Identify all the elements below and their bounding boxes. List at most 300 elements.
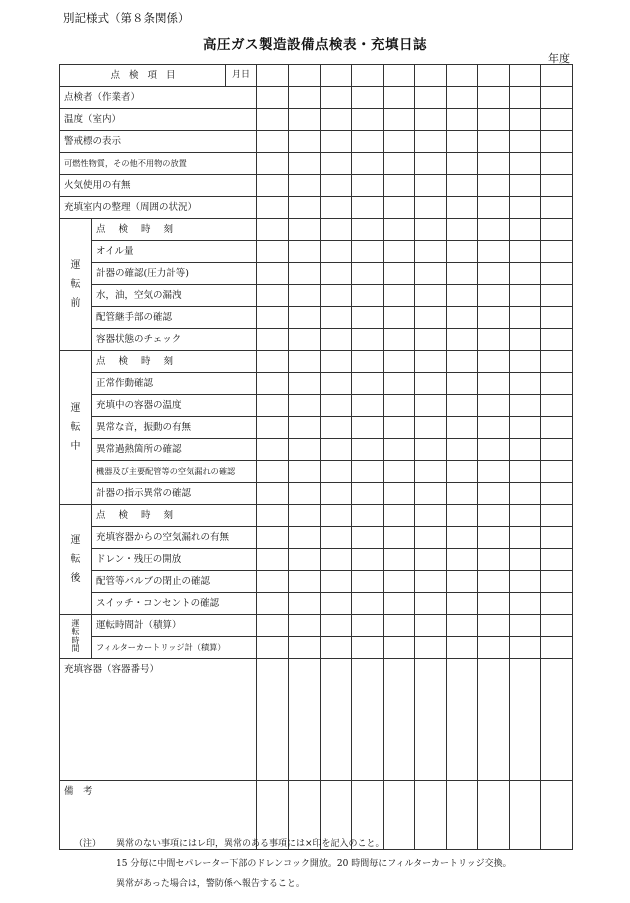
entry-cell[interactable]: [352, 461, 384, 483]
entry-cell[interactable]: [352, 483, 384, 505]
entry-cell[interactable]: [541, 593, 573, 615]
entry-cell[interactable]: [289, 65, 321, 87]
entry-cell[interactable]: [352, 373, 384, 395]
entry-cell[interactable]: [478, 197, 510, 219]
entry-cell[interactable]: [321, 351, 352, 373]
entry-cell[interactable]: [257, 219, 289, 241]
entry-cell[interactable]: [415, 329, 447, 351]
entry-cell[interactable]: [415, 483, 447, 505]
entry-cell[interactable]: [478, 351, 510, 373]
entry-cell[interactable]: [510, 87, 541, 109]
entry-cell[interactable]: [257, 483, 289, 505]
entry-cell[interactable]: [321, 527, 352, 549]
entry-cell[interactable]: [478, 175, 510, 197]
entry-cell[interactable]: [478, 65, 510, 87]
entry-cell[interactable]: [257, 395, 289, 417]
entry-cell[interactable]: [384, 351, 415, 373]
entry-cell[interactable]: [257, 241, 289, 263]
entry-cell[interactable]: [510, 373, 541, 395]
entry-cell[interactable]: [415, 263, 447, 285]
entry-cell[interactable]: [289, 461, 321, 483]
item-label: 点検者（作業者）: [60, 87, 257, 109]
entry-cell[interactable]: [289, 87, 321, 109]
entry-cell[interactable]: [510, 307, 541, 329]
entry-cell[interactable]: [447, 659, 478, 781]
entry-cell[interactable]: [541, 505, 573, 527]
entry-cell[interactable]: [478, 131, 510, 153]
entry-cell[interactable]: [289, 395, 321, 417]
entry-cell[interactable]: [415, 241, 447, 263]
entry-cell[interactable]: [321, 593, 352, 615]
entry-cell[interactable]: [478, 571, 510, 593]
entry-cell[interactable]: [510, 637, 541, 659]
entry-cell[interactable]: [510, 395, 541, 417]
entry-cell[interactable]: [321, 329, 352, 351]
entry-cell[interactable]: [447, 175, 478, 197]
entry-cell[interactable]: [289, 285, 321, 307]
entry-cell[interactable]: [447, 395, 478, 417]
entry-cell[interactable]: [447, 153, 478, 175]
entry-cell[interactable]: [289, 373, 321, 395]
entry-cell[interactable]: [510, 527, 541, 549]
entry-cell[interactable]: [352, 417, 384, 439]
entry-cell[interactable]: [415, 593, 447, 615]
entry-cell[interactable]: [257, 373, 289, 395]
entry-cell[interactable]: [352, 659, 384, 781]
entry-cell[interactable]: [447, 109, 478, 131]
entry-cell[interactable]: [352, 549, 384, 571]
entry-cell[interactable]: [478, 285, 510, 307]
entry-cell[interactable]: [384, 307, 415, 329]
entry-cell[interactable]: [478, 659, 510, 781]
item-label: 温度（室内）: [60, 109, 257, 131]
entry-cell[interactable]: [415, 175, 447, 197]
entry-cell[interactable]: [541, 483, 573, 505]
entry-cell[interactable]: [352, 153, 384, 175]
entry-cell[interactable]: [415, 219, 447, 241]
entry-cell[interactable]: [257, 615, 289, 637]
entry-cell[interactable]: [415, 109, 447, 131]
entry-cell[interactable]: [541, 131, 573, 153]
entry-cell[interactable]: [321, 263, 352, 285]
entry-cell[interactable]: [447, 307, 478, 329]
entry-cell[interactable]: [289, 197, 321, 219]
entry-cell[interactable]: [384, 65, 415, 87]
table-row: [60, 87, 573, 109]
entry-cell[interactable]: [447, 87, 478, 109]
entry-cell[interactable]: [510, 417, 541, 439]
table-row: [60, 175, 573, 197]
entry-cell[interactable]: [384, 439, 415, 461]
document-title: 高圧ガス製造設備点検表・充填日誌: [203, 37, 427, 53]
entry-cell[interactable]: [478, 593, 510, 615]
entry-cell[interactable]: [321, 131, 352, 153]
entry-cell[interactable]: [478, 483, 510, 505]
entry-cell[interactable]: [384, 505, 415, 527]
entry-cell[interactable]: [415, 373, 447, 395]
entry-cell[interactable]: [447, 131, 478, 153]
entry-cell[interactable]: [384, 87, 415, 109]
entry-cell[interactable]: [257, 87, 289, 109]
entry-cell[interactable]: [384, 593, 415, 615]
entry-cell[interactable]: [415, 615, 447, 637]
entry-cell[interactable]: [510, 483, 541, 505]
entry-cell[interactable]: [510, 615, 541, 637]
entry-cell[interactable]: [510, 351, 541, 373]
entry-cell[interactable]: [321, 439, 352, 461]
entry-cell[interactable]: [510, 329, 541, 351]
entry-cell[interactable]: [447, 637, 478, 659]
entry-cell[interactable]: [321, 571, 352, 593]
entry-cell[interactable]: [541, 307, 573, 329]
entry-cell[interactable]: [541, 395, 573, 417]
entry-cell[interactable]: [352, 505, 384, 527]
entry-cell[interactable]: [384, 219, 415, 241]
entry-cell[interactable]: [447, 527, 478, 549]
entry-cell[interactable]: [257, 417, 289, 439]
entry-cell[interactable]: [352, 175, 384, 197]
entry-cell[interactable]: [257, 131, 289, 153]
entry-cell[interactable]: [447, 351, 478, 373]
entry-cell[interactable]: [478, 395, 510, 417]
entry-cell[interactable]: [257, 197, 289, 219]
entry-cell[interactable]: [478, 329, 510, 351]
entry-cell[interactable]: [478, 439, 510, 461]
entry-cell[interactable]: [289, 175, 321, 197]
entry-cell[interactable]: [352, 263, 384, 285]
entry-cell[interactable]: [510, 109, 541, 131]
entry-cell[interactable]: [321, 241, 352, 263]
entry-cell[interactable]: [384, 153, 415, 175]
entry-cell[interactable]: [510, 197, 541, 219]
entry-cell[interactable]: [384, 461, 415, 483]
entry-cell[interactable]: [478, 527, 510, 549]
entry-cell[interactable]: [384, 637, 415, 659]
entry-cell[interactable]: [352, 109, 384, 131]
entry-cell[interactable]: [384, 571, 415, 593]
entry-cell[interactable]: [257, 263, 289, 285]
entry-cell[interactable]: [541, 153, 573, 175]
table-row: [60, 219, 573, 241]
entry-cell[interactable]: [352, 87, 384, 109]
entry-cell[interactable]: [289, 483, 321, 505]
entry-cell[interactable]: [289, 351, 321, 373]
entry-cell[interactable]: [447, 65, 478, 87]
entry-cell[interactable]: [321, 417, 352, 439]
entry-cell[interactable]: [447, 439, 478, 461]
entry-cell[interactable]: [321, 373, 352, 395]
entry-cell[interactable]: [541, 109, 573, 131]
entry-cell[interactable]: [478, 373, 510, 395]
entry-cell[interactable]: [321, 87, 352, 109]
entry-cell[interactable]: [257, 549, 289, 571]
entry-cell[interactable]: [447, 549, 478, 571]
entry-cell[interactable]: [289, 329, 321, 351]
entry-cell[interactable]: [510, 593, 541, 615]
entry-cell[interactable]: [257, 307, 289, 329]
entry-cell[interactable]: [510, 65, 541, 87]
entry-cell[interactable]: [510, 153, 541, 175]
entry-cell[interactable]: [541, 461, 573, 483]
entry-cell[interactable]: [510, 659, 541, 781]
entry-cell[interactable]: [384, 285, 415, 307]
entry-cell[interactable]: [321, 505, 352, 527]
entry-cell[interactable]: [510, 285, 541, 307]
entry-cell[interactable]: [478, 219, 510, 241]
table-row: [60, 197, 573, 219]
entry-cell[interactable]: [321, 307, 352, 329]
entry-cell[interactable]: [321, 615, 352, 637]
entry-cell[interactable]: [510, 175, 541, 197]
entry-cell[interactable]: [478, 417, 510, 439]
entry-cell[interactable]: [541, 549, 573, 571]
entry-cell[interactable]: [289, 549, 321, 571]
entry-cell[interactable]: [415, 659, 447, 781]
entry-cell[interactable]: [384, 241, 415, 263]
entry-cell[interactable]: [257, 439, 289, 461]
entry-cell[interactable]: [352, 197, 384, 219]
entry-cell[interactable]: [321, 637, 352, 659]
entry-cell[interactable]: [384, 659, 415, 781]
entry-cell[interactable]: [289, 615, 321, 637]
entry-cell[interactable]: [541, 175, 573, 197]
entry-cell[interactable]: [541, 439, 573, 461]
entry-cell[interactable]: [510, 241, 541, 263]
entry-cell[interactable]: [478, 263, 510, 285]
entry-cell[interactable]: [384, 373, 415, 395]
entry-cell[interactable]: [352, 571, 384, 593]
entry-cell[interactable]: [321, 65, 352, 87]
entry-cell[interactable]: [321, 549, 352, 571]
entry-cell[interactable]: [478, 109, 510, 131]
entry-cell[interactable]: [447, 241, 478, 263]
entry-cell[interactable]: [415, 637, 447, 659]
entry-cell[interactable]: [321, 395, 352, 417]
entry-cell[interactable]: [541, 241, 573, 263]
entry-cell[interactable]: [321, 461, 352, 483]
entry-cell[interactable]: [415, 461, 447, 483]
entry-cell[interactable]: [415, 439, 447, 461]
entry-cell[interactable]: [415, 781, 447, 850]
entry-cell[interactable]: [447, 285, 478, 307]
entry-cell[interactable]: [447, 461, 478, 483]
entry-cell[interactable]: [352, 285, 384, 307]
entry-cell[interactable]: [415, 571, 447, 593]
entry-cell[interactable]: [289, 153, 321, 175]
entry-cell[interactable]: [415, 153, 447, 175]
entry-cell[interactable]: [478, 461, 510, 483]
entry-cell[interactable]: [257, 593, 289, 615]
item-label: 異常な音，振動の有無: [92, 417, 257, 439]
entry-cell[interactable]: [415, 549, 447, 571]
entry-cell[interactable]: [541, 65, 573, 87]
entry-cell[interactable]: [289, 505, 321, 527]
entry-cell[interactable]: [289, 659, 321, 781]
entry-cell[interactable]: [478, 241, 510, 263]
entry-cell[interactable]: [321, 219, 352, 241]
entry-cell[interactable]: [384, 483, 415, 505]
entry-cell[interactable]: [541, 87, 573, 109]
entry-cell[interactable]: [289, 131, 321, 153]
table-row: [60, 483, 573, 505]
entry-cell[interactable]: [510, 505, 541, 527]
entry-cell[interactable]: [415, 87, 447, 109]
entry-cell[interactable]: [289, 241, 321, 263]
entry-cell[interactable]: [510, 263, 541, 285]
entry-cell[interactable]: [289, 637, 321, 659]
entry-cell[interactable]: [478, 153, 510, 175]
entry-cell[interactable]: [415, 527, 447, 549]
entry-cell[interactable]: [447, 615, 478, 637]
entry-cell[interactable]: [510, 549, 541, 571]
entry-cell[interactable]: [289, 439, 321, 461]
entry-cell[interactable]: [447, 483, 478, 505]
entry-cell[interactable]: [321, 197, 352, 219]
entry-cell[interactable]: [447, 329, 478, 351]
entry-cell[interactable]: [321, 483, 352, 505]
entry-cell[interactable]: [289, 307, 321, 329]
entry-cell[interactable]: [321, 153, 352, 175]
entry-cell[interactable]: [447, 263, 478, 285]
entry-cell[interactable]: [478, 549, 510, 571]
entry-cell[interactable]: [257, 461, 289, 483]
entry-cell[interactable]: [447, 593, 478, 615]
entry-cell[interactable]: [510, 461, 541, 483]
entry-cell[interactable]: [289, 263, 321, 285]
entry-cell[interactable]: [352, 593, 384, 615]
entry-cell[interactable]: [289, 219, 321, 241]
entry-cell[interactable]: [257, 175, 289, 197]
group-label: 運 転 後: [60, 505, 92, 615]
entry-cell[interactable]: [415, 131, 447, 153]
entry-cell[interactable]: [352, 219, 384, 241]
entry-cell[interactable]: [541, 637, 573, 659]
entry-cell[interactable]: [415, 505, 447, 527]
entry-cell[interactable]: [384, 329, 415, 351]
entry-cell[interactable]: [257, 527, 289, 549]
entry-cell[interactable]: [257, 153, 289, 175]
entry-cell[interactable]: [384, 395, 415, 417]
entry-cell[interactable]: [384, 549, 415, 571]
entry-cell[interactable]: [352, 395, 384, 417]
entry-cell[interactable]: [478, 615, 510, 637]
entry-cell[interactable]: [541, 615, 573, 637]
entry-cell[interactable]: [257, 351, 289, 373]
entry-cell[interactable]: [447, 505, 478, 527]
entry-cell[interactable]: [510, 781, 541, 850]
entry-cell[interactable]: [352, 329, 384, 351]
entry-cell[interactable]: [415, 285, 447, 307]
entry-cell[interactable]: [352, 351, 384, 373]
entry-cell[interactable]: [541, 219, 573, 241]
entry-cell[interactable]: [257, 505, 289, 527]
entry-cell[interactable]: [541, 351, 573, 373]
entry-cell[interactable]: [384, 131, 415, 153]
entry-cell[interactable]: [541, 571, 573, 593]
entry-cell[interactable]: [510, 439, 541, 461]
entry-cell[interactable]: [447, 571, 478, 593]
entry-cell[interactable]: [541, 659, 573, 781]
entry-cell[interactable]: [257, 109, 289, 131]
entry-cell[interactable]: [415, 307, 447, 329]
entry-cell[interactable]: [384, 527, 415, 549]
entry-cell[interactable]: [447, 197, 478, 219]
entry-cell[interactable]: [541, 781, 573, 850]
entry-cell[interactable]: [447, 219, 478, 241]
entry-cell[interactable]: [541, 263, 573, 285]
entry-cell[interactable]: [541, 285, 573, 307]
entry-cell[interactable]: [384, 263, 415, 285]
entry-cell[interactable]: [384, 109, 415, 131]
entry-cell[interactable]: [289, 527, 321, 549]
entry-cell[interactable]: [510, 219, 541, 241]
entry-cell[interactable]: [352, 307, 384, 329]
entry-cell[interactable]: [289, 593, 321, 615]
entry-cell[interactable]: [415, 65, 447, 87]
entry-cell[interactable]: [257, 659, 289, 781]
entry-cell[interactable]: [510, 571, 541, 593]
entry-cell[interactable]: [541, 417, 573, 439]
entry-cell[interactable]: [415, 197, 447, 219]
entry-cell[interactable]: [415, 351, 447, 373]
entry-cell[interactable]: [257, 285, 289, 307]
entry-cell[interactable]: [384, 197, 415, 219]
entry-cell[interactable]: [478, 87, 510, 109]
entry-cell[interactable]: [415, 395, 447, 417]
entry-cell[interactable]: [415, 417, 447, 439]
entry-cell[interactable]: [478, 781, 510, 850]
entry-cell[interactable]: [478, 505, 510, 527]
entry-cell[interactable]: [257, 329, 289, 351]
group-label: 運 転 前: [60, 219, 92, 351]
entry-cell[interactable]: [321, 659, 352, 781]
entry-cell[interactable]: [447, 417, 478, 439]
entry-cell[interactable]: [289, 109, 321, 131]
entry-cell[interactable]: [384, 615, 415, 637]
entry-cell[interactable]: [541, 329, 573, 351]
entry-cell[interactable]: [510, 131, 541, 153]
entry-cell[interactable]: [289, 571, 321, 593]
entry-cell[interactable]: [321, 285, 352, 307]
item-label: 点 検 時 刻: [92, 505, 257, 527]
entry-cell[interactable]: [289, 417, 321, 439]
entry-cell[interactable]: [352, 131, 384, 153]
entry-cell[interactable]: [447, 781, 478, 850]
entry-cell[interactable]: [352, 527, 384, 549]
entry-cell[interactable]: [384, 175, 415, 197]
entry-cell[interactable]: [321, 109, 352, 131]
entry-cell[interactable]: [478, 637, 510, 659]
entry-cell[interactable]: [257, 571, 289, 593]
entry-cell[interactable]: [352, 241, 384, 263]
entry-cell[interactable]: [257, 65, 289, 87]
entry-cell[interactable]: [478, 307, 510, 329]
entry-cell[interactable]: [321, 175, 352, 197]
entry-cell[interactable]: [447, 373, 478, 395]
entry-cell[interactable]: [352, 439, 384, 461]
month-day-header: 月日: [226, 65, 257, 87]
entry-cell[interactable]: [541, 373, 573, 395]
entry-cell[interactable]: [352, 615, 384, 637]
table-row: [60, 527, 573, 549]
entry-cell[interactable]: [541, 197, 573, 219]
entry-cell[interactable]: [384, 781, 415, 850]
entry-cell[interactable]: [541, 527, 573, 549]
entry-cell[interactable]: [257, 637, 289, 659]
entry-cell[interactable]: [384, 417, 415, 439]
entry-cell[interactable]: [352, 65, 384, 87]
entry-cell[interactable]: [352, 637, 384, 659]
